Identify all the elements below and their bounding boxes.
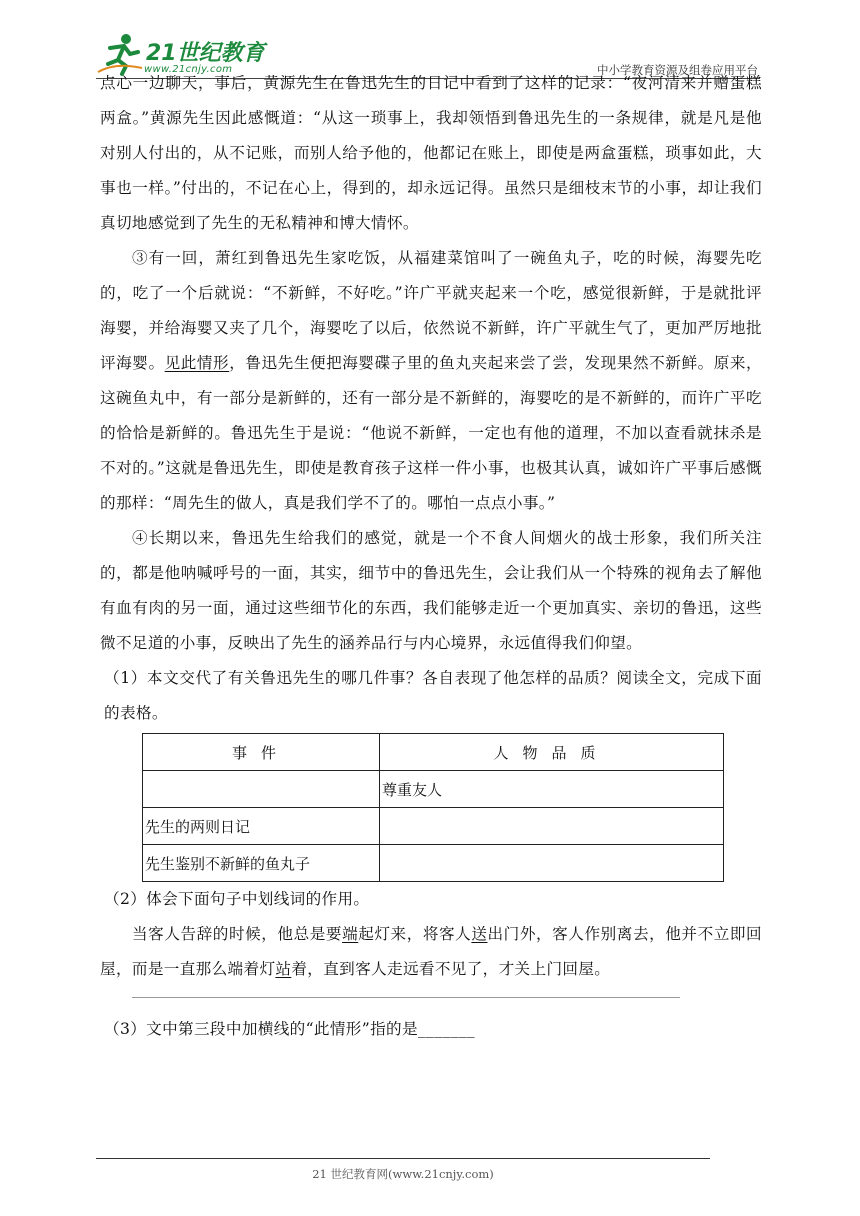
event-cell[interactable] [143,771,380,808]
table-header-row [143,734,724,771]
question-2-sentence [100,917,762,987]
paragraph-3-part-a: ③有一回，萧红到鲁迅先生家吃饭，从福建菜馆叫了一碗鱼丸子，吃的时候，海婴先吃的，吃了一个后就说：“不新鲜，不好吃。”许广平就夹起来一个吃，感觉很新鲜，于是就批评海婴，并给海婴又夹了几个，海婴吃了以后，依然说不新鲜，许广平就生气了，更加严厉地批评海婴。 [100,249,762,372]
question-2: （2）体会下面句子中划线词的作用。 [104,890,370,908]
paragraph-3-part-b: ，鲁迅先生便把海婴碟子里的鱼丸夹起来尝了尝，发现果然不新鲜。原来，这碗鱼丸中，有一部分是新鲜的，还有一部分是不新鲜的，海婴吃的是不新鲜的，而许广平吃的恰恰是新鲜的。鲁迅先生于是说：“他说不新鲜，一定也有他的道理，不加以查看就抹杀是不对的。”这就是鲁迅先生，即使是教育孩子这样一件小事，也极其认真，诚如许广平事后感慨的那样：“周先生的做人，真是我们学不了的。哪怕一点点小事。” [100,354,762,512]
table-row [143,808,724,845]
quality-cell[interactable] [380,845,724,882]
question-3: （3）文中第三段中加横线的“此情形”指的是_______ [104,1020,475,1038]
quality-cell: 尊重友人 [380,771,724,808]
page-footer: 21 世纪教育网(www.21cnjy.com) [312,1167,494,1181]
sentence-part-1: 当客人告辞的时候，他总是要 [132,925,343,943]
table-row [143,845,724,882]
quality-cell[interactable] [380,808,724,845]
sentence-part-3: 出门外，客人作别离去，他并不立即回屋，而是一直那么端着灯 [100,925,762,978]
sentence-part-4: 着，直到客人走远看不见了，才关上门回屋。 [291,960,611,978]
underlined-word-song: 送 [471,925,488,943]
question-1: （1）本文交代了有关鲁迅先生的哪几件事？各自表现了他怎样的品质？阅读全文，完成下面的表格。 [104,669,762,722]
event-cell: 先生的两则日记 [143,808,380,845]
platform-tagline: 中小学教育资源及组卷应用平台 [597,63,758,77]
logo-text: 21世纪教育 [146,41,265,66]
underlined-phrase: 见此情形 [164,354,230,372]
sentence-part-2: 起灯来，将客人 [358,925,472,943]
document-body [100,66,762,1047]
header-quality: 人物品质 [380,734,724,771]
footer-divider [96,1158,710,1159]
logo-url: www.21cnjy.com [144,64,233,75]
table-row [143,771,724,808]
event-cell: 先生鉴别不新鲜的鱼丸子 [143,845,380,882]
paragraph-2-end: 点心一边聊天，事后，黄源先生在鲁迅先生的日记中看到了这样的记录：“夜河清来并赠蛋糕两盒。”黄源先生因此感慨道：“从这一琐事上，我却领悟到鲁迅先生的一条规律，就是凡是他对别人付出的，从不记账，而别人给予他的，他都记在账上，即使是两盒蛋糕，琐事如此，大事也一样。”付出的，不记在心上，得到的，却永远记得。虽然只是细枝末节的小事，却让我们真切地感觉到了先生的无私精神和博大情怀。 [100,74,762,232]
header-event: 事件 [143,734,380,771]
paragraph-3 [100,241,762,521]
underlined-word-zhan: 站 [275,960,292,978]
underlined-word-duan: 端 [342,925,359,943]
paragraph-4: ④长期以来，鲁迅先生给我们的感觉，就是一个不食人间烟火的战士形象，我们所关注的，都是他呐喊呼号的一面，其实，细节中的鲁迅先生，会让我们从一个特殊的视角去了解他有血有肉的另一面，通过这些细节化的东西，我们能够走近一个更加真实、亲切的鲁迅，这些微不足道的小事，反映出了先生的涵养品行与内心境界，永远值得我们仰望。 [100,529,762,652]
answer-table [142,733,724,882]
